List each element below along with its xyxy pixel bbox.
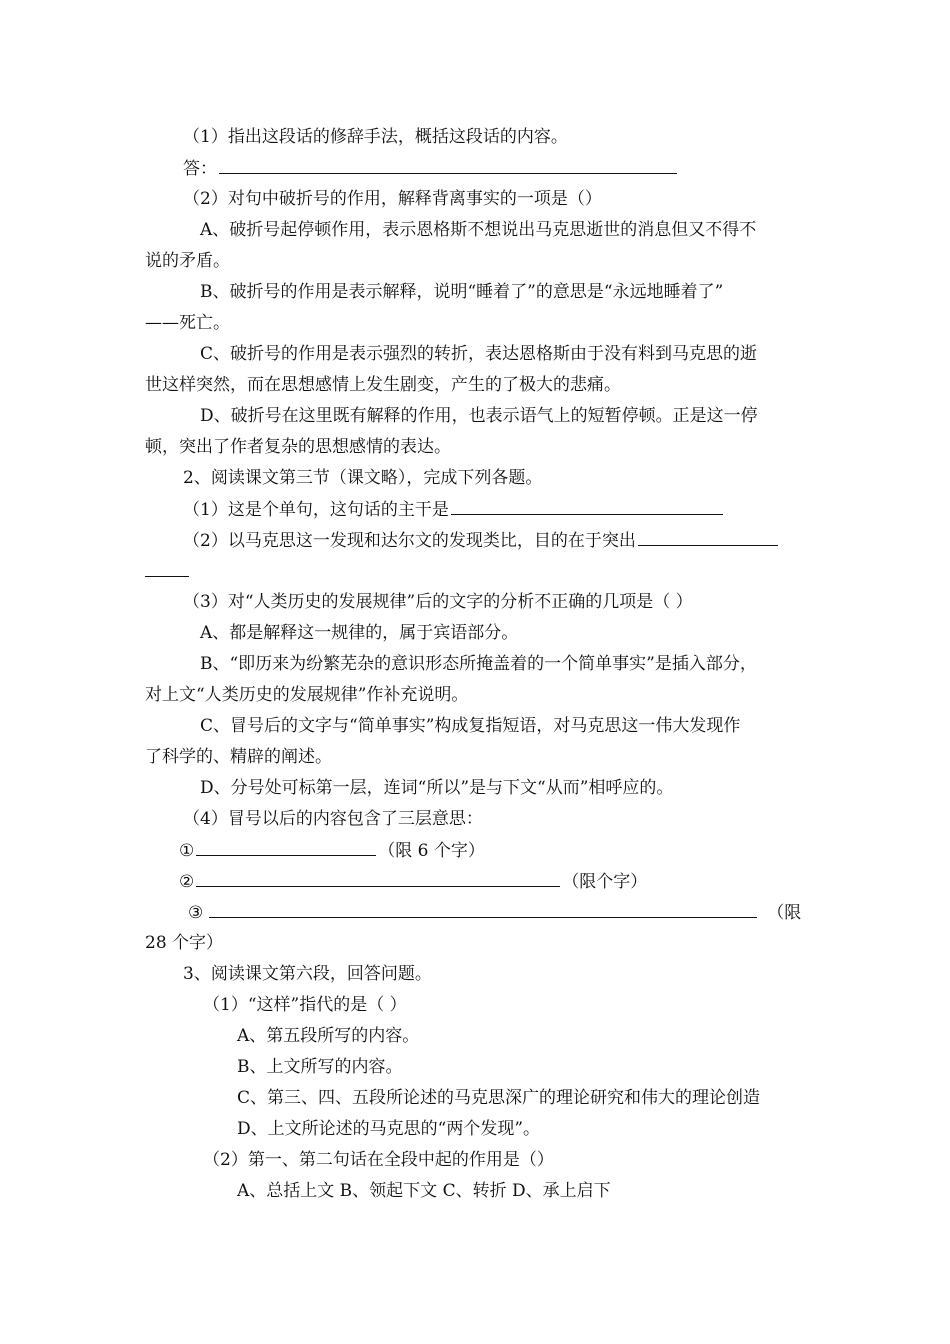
meaning-3-limit-cont: 28 个字） [145, 933, 224, 953]
meaning-2-marker: ② [179, 872, 195, 892]
question-2-2-blank[interactable] [638, 530, 778, 546]
question-3-2: （2）第一、第二句话在全段中起的作用是（） [203, 1150, 554, 1170]
answer-blank[interactable] [219, 158, 677, 174]
option-1-2-d: D、破折号在这里既有解释的作用，也表示语气上的短暂停顿。正是这一停 [200, 406, 758, 426]
answer-line [183, 158, 679, 178]
meaning-2-limit: （限个字） [562, 872, 648, 892]
question-3-heading: 3、阅读课文第六段，回答问题。 [183, 964, 432, 984]
question-2-heading: 2、阅读课文第三节（课文略），完成下列各题。 [183, 468, 543, 488]
question-2-4: （4）冒号以后的内容包含了三层意思： [183, 809, 483, 829]
option-3-1-b: B、上文所写的内容。 [237, 1057, 403, 1077]
option-2-3-b-cont: 对上文“人类历史的发展规律”作补充说明。 [145, 685, 469, 705]
answer-label: 答： [183, 159, 217, 179]
question-2-1 [183, 499, 725, 519]
meaning-3-limit: （限 [767, 903, 802, 923]
meaning-1-blank[interactable] [196, 840, 376, 856]
option-1-2-a-cont: 说的矛盾。 [145, 251, 230, 271]
option-3-1-c: C、第三、四、五段所论述的马克思深广的理论研究和伟大的理论创造 [237, 1088, 761, 1108]
question-2-2-blank-cont-line[interactable] [145, 561, 189, 577]
option-2-3-c: C、冒号后的文字与“简单事实”构成复指短语，对马克思这一伟大发现作 [200, 716, 741, 736]
option-1-2-b-cont: ——死亡。 [145, 313, 230, 333]
meaning-1-line [179, 840, 485, 860]
option-2-3-d: D、分号处可标第一层，连词“所以”是与下文“从而”相呼应的。 [200, 778, 674, 798]
meaning-2-line [179, 871, 647, 891]
question-2-1-blank[interactable] [451, 499, 723, 515]
meaning-3-marker: ③ [188, 903, 204, 923]
option-2-3-b: B、“即历来为纷繁芜杂的意识形态所掩盖着的一个简单事实”是插入部分， [200, 654, 757, 674]
question-3-1: （1）“这样”指代的是（ ） [203, 995, 407, 1015]
meaning-1-limit: （限 6 个字） [378, 841, 485, 861]
meaning-3-line [188, 902, 801, 922]
option-3-1-a: A、第五段所写的内容。 [237, 1026, 420, 1046]
question-2-2-blank-cont [145, 561, 191, 581]
options-3-2: A、总括上文 B、领起下文 C、转折 D、承上启下 [237, 1181, 611, 1201]
question-2-2 [183, 530, 780, 550]
meaning-3-blank[interactable] [209, 902, 757, 918]
option-1-2-d-cont: 顿，突出了作者复杂的思想感情的表达。 [145, 437, 451, 457]
question-2-3: （3）对“人类历史的发展规律”后的文字的分析不正确的几项是（ ） [183, 592, 693, 612]
question-2-2-text: （2）以马克思这一发现和达尔文的发现类比，目的在于突出 [183, 531, 636, 551]
option-1-2-a: A、破折号起停顿作用，表示恩格斯不想说出马克思逝世的消息但又不得不 [200, 220, 757, 240]
question-1-2: （2）对句中破折号的作用，解释背离事实的一项是（） [183, 189, 602, 209]
question-2-1-text: （1）这是个单句，这句话的主干是 [183, 500, 449, 520]
option-2-3-c-cont: 了科学的、精辟的阐述。 [145, 747, 332, 767]
meaning-1-marker: ① [179, 841, 195, 861]
option-1-2-c-cont: 世这样突然，而在思想感情上发生剧变，产生的了极大的悲痛。 [145, 375, 621, 395]
option-1-2-c: C、破折号的作用是表示强烈的转折，表达恩格斯由于没有料到马克思的逝 [200, 344, 758, 364]
option-2-3-a: A、都是解释这一规律的，属于宾语部分。 [200, 623, 519, 643]
question-1-1: （1）指出这段话的修辞手法，概括这段话的内容。 [183, 127, 568, 147]
meaning-2-blank[interactable] [196, 871, 560, 887]
option-3-1-d: D、上文所论述的马克思的“两个发现”。 [237, 1119, 541, 1139]
option-1-2-b: B、破折号的作用是表示解释，说明“睡着了”的意思是“永远地睡着了” [200, 282, 724, 302]
